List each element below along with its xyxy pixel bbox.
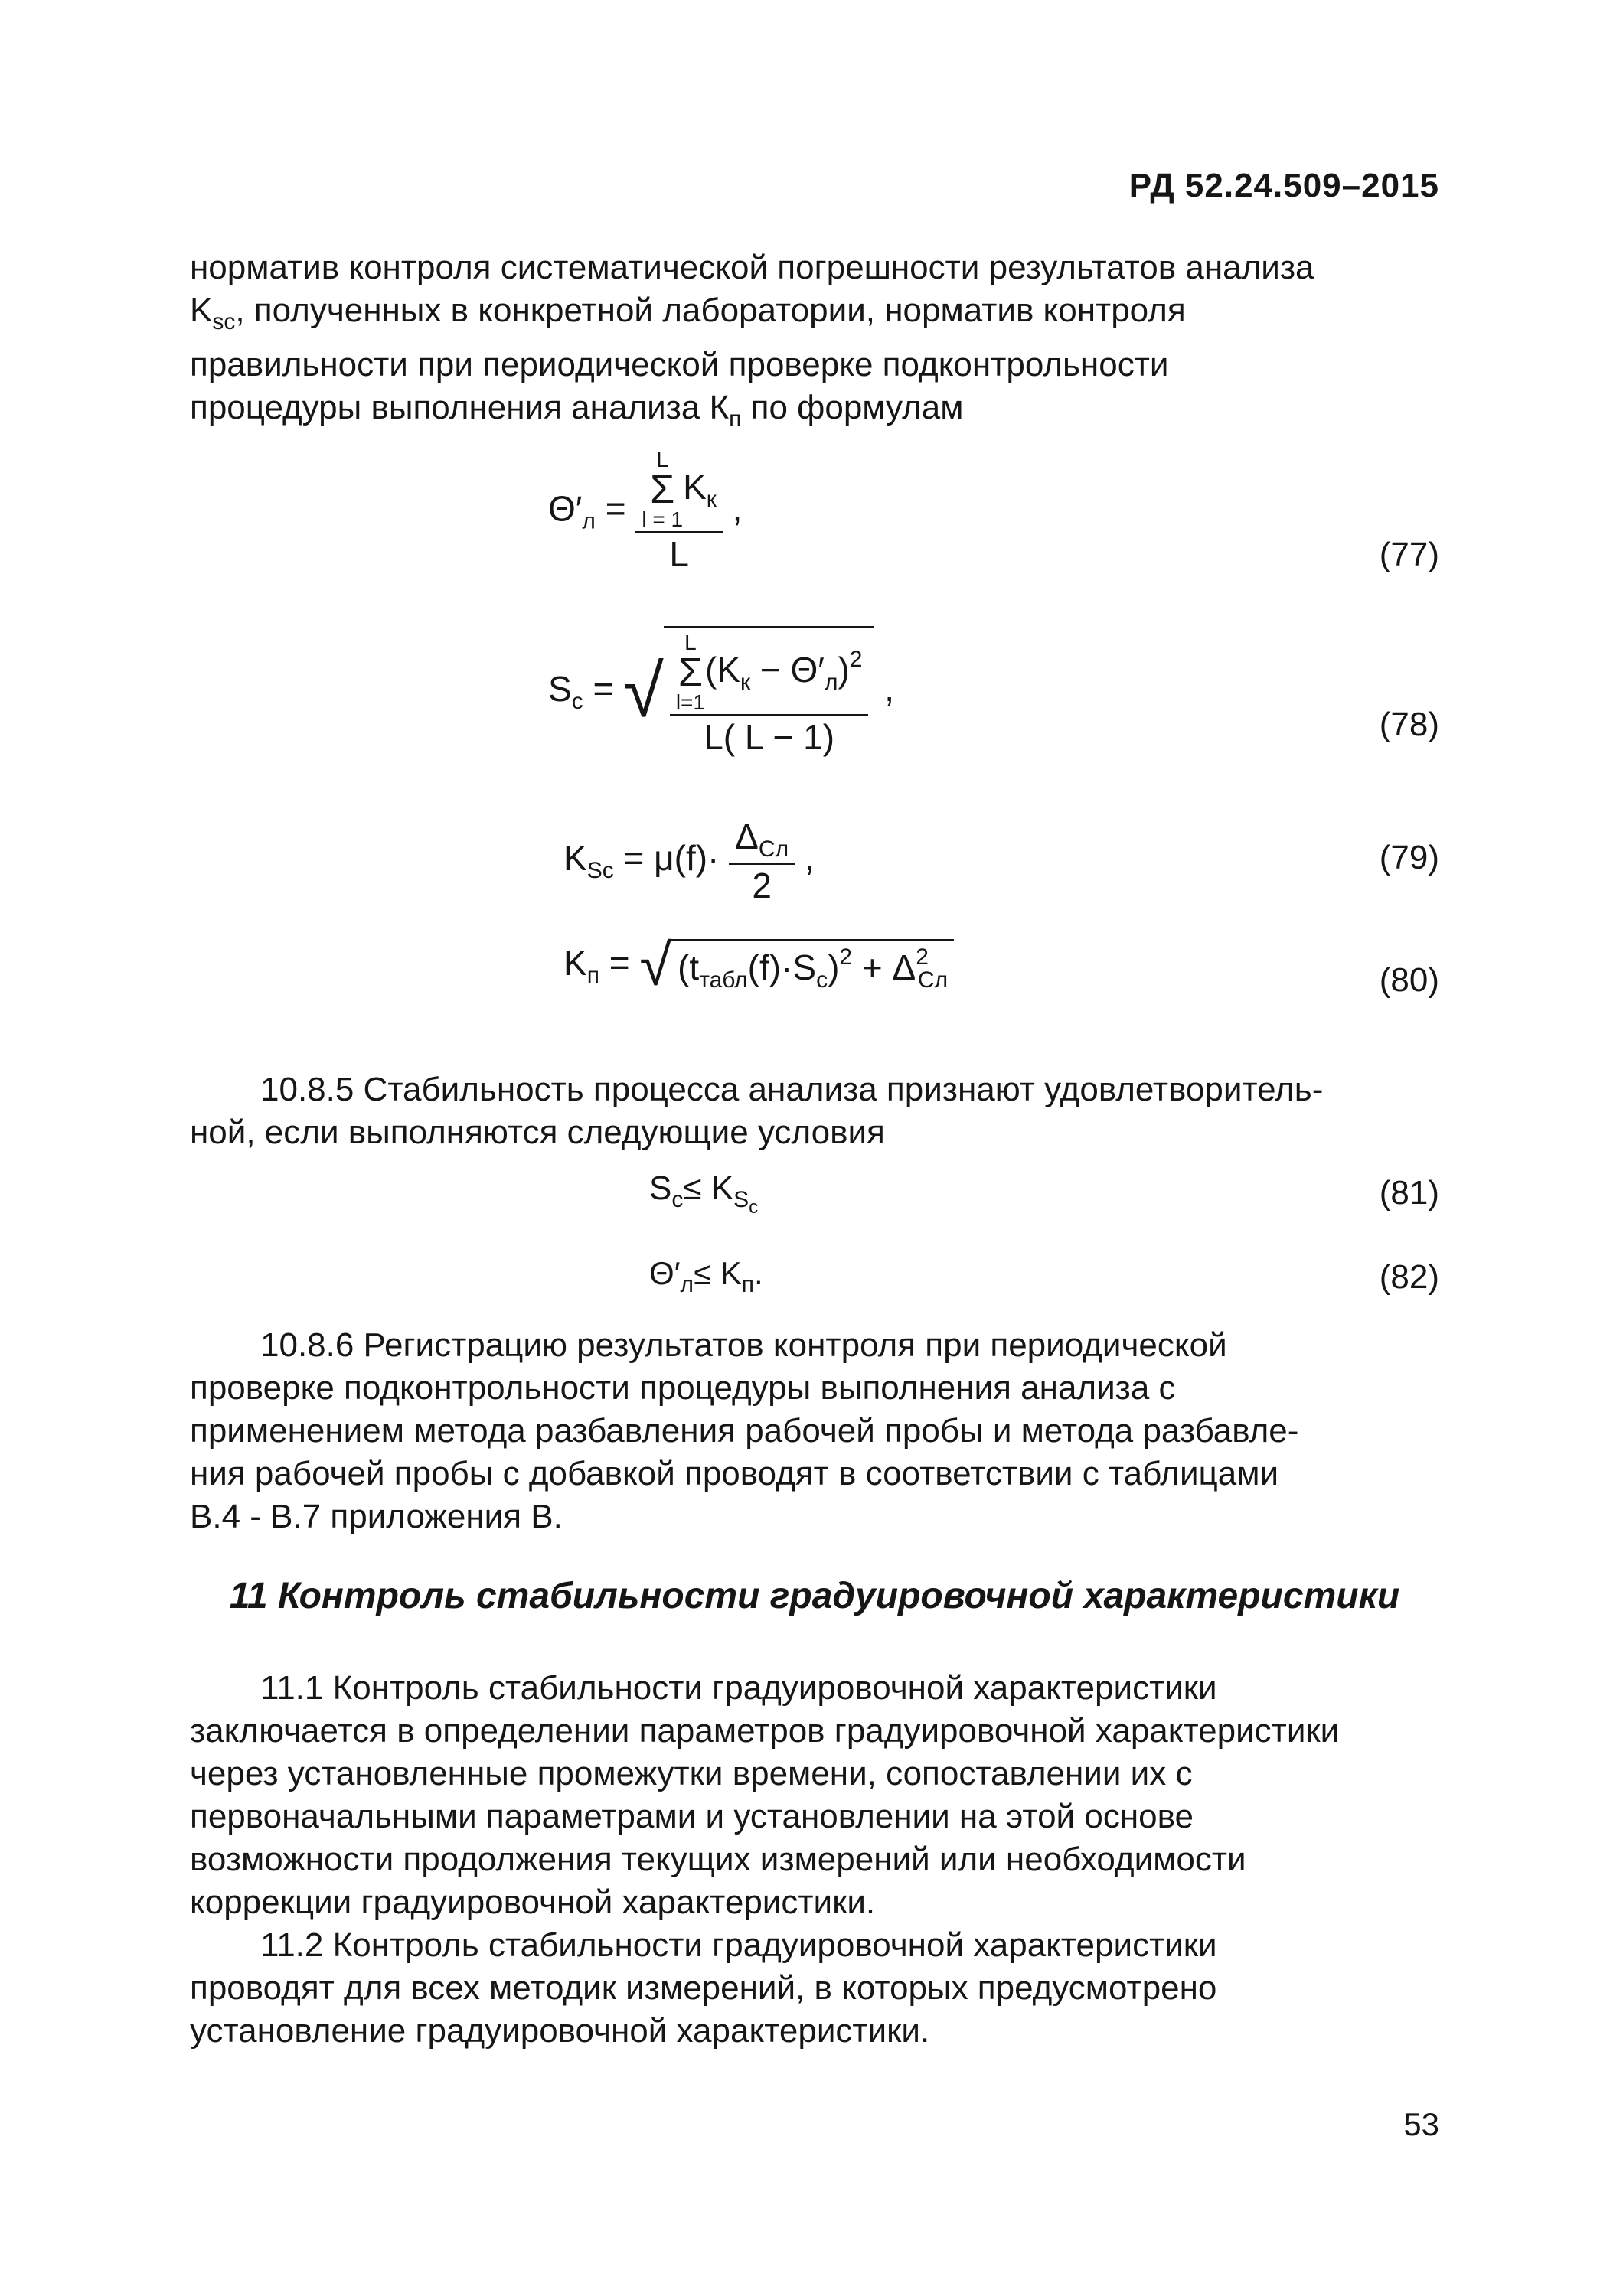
formula-period: . [754, 1255, 763, 1291]
k-var: K [683, 467, 707, 507]
less-equal-k: ≤ K [694, 1255, 742, 1291]
sum-operator [676, 631, 705, 714]
formula-82 [649, 1255, 763, 1298]
p112-line-2: проводят для всех методик измерений, в которых предусмотрено [190, 1969, 1217, 2007]
paren-close: ) [828, 947, 840, 987]
p111-line-4: первоначальными параметрами и установлении на этой основе [190, 1798, 1194, 1835]
k-symbol: K [563, 943, 587, 983]
theta-symbol: Θ′ [649, 1255, 681, 1291]
p112-line-1: 11.2 Контроль стабильности градуировочной характеристики [260, 1926, 1217, 1964]
numerator [635, 448, 723, 531]
term-open: (K [704, 650, 740, 690]
paragraph-10-8-5 [190, 1068, 1439, 1154]
intro-line-3: правильности при периодической проверке подконтрольности [190, 346, 1169, 383]
equals-sign: = [593, 669, 614, 709]
intro-line-2-text: , полученных в конкретной лаборатории, норматив контроля [235, 292, 1186, 329]
intro-line-1: норматив контроля систематической погрешности результатов анализа [190, 249, 1314, 286]
s-symbol: S [649, 1169, 672, 1207]
sum-lower-limit: l=1 [675, 690, 705, 714]
s-subscript: c [571, 689, 583, 715]
page-number: 53 [1403, 2106, 1439, 2142]
fraction [729, 816, 795, 906]
sigma-icon: Σ [678, 651, 703, 695]
fraction [670, 631, 869, 758]
numerator [729, 816, 795, 863]
p111-line-6: коррекции градуировочной характеристики. [190, 1883, 876, 1921]
formula-79 [563, 816, 815, 906]
term-close: ) [838, 650, 850, 690]
denominator: L [635, 531, 723, 575]
theta-subscript: л [824, 670, 838, 696]
p1086-line-5: В.4 - В.7 приложения В. [190, 1498, 563, 1535]
fraction [635, 448, 723, 575]
p1086-line-4: ния рабочей пробы с добавкой проводят в соответствии с таблицами [190, 1455, 1279, 1492]
k-subscript: sc [212, 309, 236, 334]
document-code: РД 52.24.509–2015 [1128, 167, 1439, 204]
k-subscript: Sc [586, 858, 614, 884]
f-s-term: (f)·S [747, 947, 817, 987]
equals-sign: = [605, 488, 626, 529]
plus-delta: + Δ [852, 947, 916, 987]
p1086-line-3: применением метода разбавления рабочей пробы и метода разбавле- [190, 1412, 1299, 1450]
p1085-line-1: 10.8.5 Стабильность процесса анализа признают удовлетворитель- [260, 1071, 1324, 1108]
numerator [670, 631, 869, 714]
mu-term: μ(f)· [654, 838, 720, 879]
formula-77 [548, 448, 742, 575]
s-symbol: S [548, 669, 572, 709]
sigma-icon: Σ [650, 468, 675, 512]
paragraph-11-1 [190, 1667, 1439, 1924]
p111-line-5: возможности продолжения текущих измерений или необходимости [190, 1841, 1246, 1878]
formula-comma: , [884, 669, 895, 709]
intro-line-2 [190, 289, 1439, 344]
term-minus-theta: − Θ′ [750, 650, 825, 690]
radical-icon: √ [639, 933, 672, 998]
power: 2 [849, 647, 863, 673]
equals-sign: = [623, 838, 645, 879]
delta-subscript: Сл [758, 837, 789, 862]
p111-line-1: 11.1 Контроль стабильности градуировочной характеристики [260, 1669, 1217, 1707]
s-subscript: c [671, 1187, 684, 1212]
s-subscript: c [816, 967, 828, 993]
formula-81 [649, 1169, 758, 1218]
sum-operator [642, 448, 683, 531]
delta-subscript: Сл [917, 967, 949, 993]
k-subscript-index: c [749, 1197, 759, 1218]
paragraph-10-8-6 [190, 1324, 1439, 1538]
k-var-subscript: к [706, 487, 717, 513]
p111-line-2: заключается в определении параметров градуировочной характеристики [190, 1712, 1340, 1750]
intro-line-4 [190, 386, 1439, 441]
p1086-line-1: 10.8.6 Регистрацию результатов контроля при периодической [260, 1326, 1227, 1364]
k-subscript: к [740, 670, 751, 696]
sum-lower-limit: l = 1 [642, 507, 684, 531]
equation-number-78: (78) [1379, 706, 1439, 743]
equals-sign: = [609, 943, 630, 983]
kp-subscript: п [729, 406, 742, 432]
formula-78 [548, 626, 894, 758]
less-equal-k: ≤ K [683, 1169, 734, 1207]
t-subscript: табл [699, 967, 748, 993]
intro-line-4-tail: по формулам [741, 389, 964, 426]
p1085-line-2: ной, если выполняются следующие условия [190, 1114, 885, 1151]
intro-paragraph [190, 246, 1439, 441]
denominator: 2 [729, 863, 795, 906]
k-subscript: п [741, 1272, 755, 1297]
theta-subscript: л [680, 1272, 694, 1297]
radical-icon: √ [623, 651, 664, 732]
intro-line-4-text: процедуры выполнения анализа К [190, 389, 730, 426]
radicand [664, 626, 875, 758]
p112-line-3: установление градуировочной характеристики. [190, 2012, 930, 2050]
formula-80 [563, 933, 954, 998]
k-subscript: п [586, 963, 599, 989]
equation-number-79: (79) [1379, 839, 1439, 876]
k-subscript: S [733, 1187, 749, 1212]
sum-upper-limit: L [656, 448, 668, 471]
radicand [671, 939, 954, 993]
delta-power: 2 [916, 944, 929, 970]
t-term: (t [678, 947, 700, 987]
equation-number-77: (77) [1379, 536, 1439, 573]
power: 2 [839, 944, 853, 970]
p111-line-3: через установленные промежутки времени, сопоставлении их с [190, 1755, 1193, 1792]
k-symbol: K [190, 292, 213, 329]
denominator: L( L − 1) [670, 714, 869, 758]
paragraph-11-2 [190, 1924, 1439, 2053]
square-root [623, 626, 874, 758]
sum-upper-limit: L [684, 631, 697, 654]
section-11-heading: 11 Контроль стабильности градуировочной характеристики [229, 1576, 1400, 1616]
square-root [639, 933, 954, 998]
formula-comma: , [804, 838, 815, 879]
equation-number-81: (81) [1379, 1174, 1439, 1212]
theta-symbol: Θ′ [548, 488, 583, 529]
equation-number-80: (80) [1379, 961, 1439, 999]
equation-number-82: (82) [1379, 1258, 1439, 1296]
k-symbol: K [563, 838, 587, 879]
theta-subscript: л [582, 508, 596, 534]
p1086-line-2: проверке подконтрольности процедуры выполнения анализа с [190, 1369, 1176, 1407]
delta-symbol: Δ [735, 817, 759, 856]
formula-comma: , [732, 488, 743, 529]
